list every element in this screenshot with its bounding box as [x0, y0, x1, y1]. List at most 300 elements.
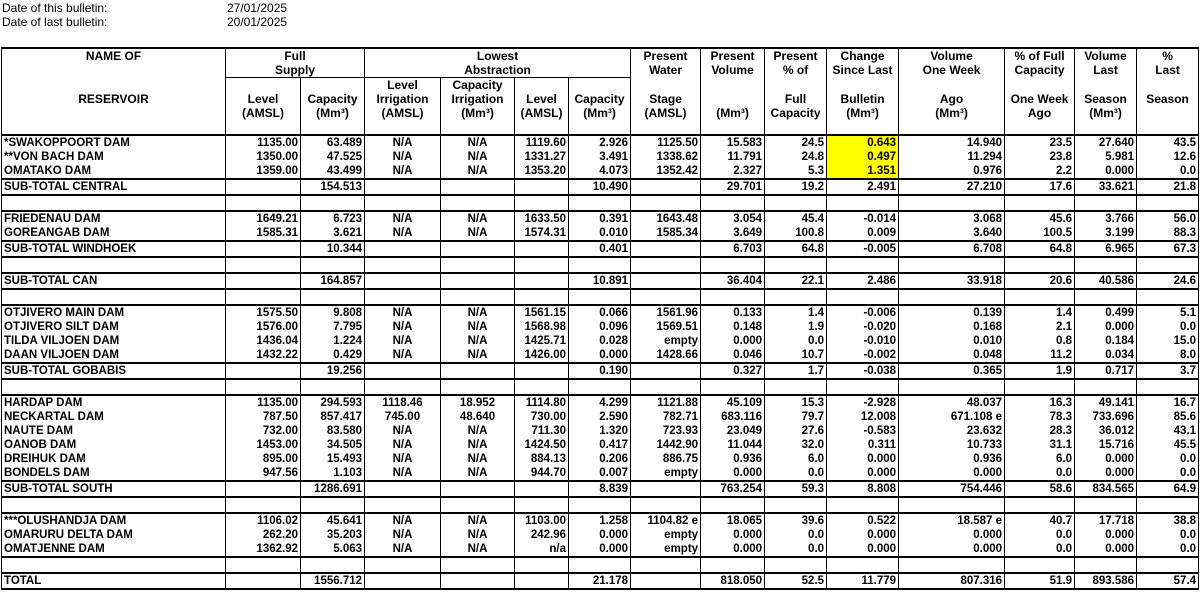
table-cell: 6.0 — [1005, 452, 1075, 466]
table-cell: 23.632 — [899, 424, 1005, 438]
table-cell: 100.8 — [765, 226, 827, 241]
reservoir-name: *SWAKOPPOORT DAM — [2, 135, 226, 150]
reservoir-name: FRIEDENAU DAM — [2, 211, 226, 226]
hdr-one-week: One Week — [899, 63, 1005, 78]
table-cell: 15.583 — [701, 135, 765, 150]
table-cell: 0.066 — [569, 305, 631, 320]
reservoir-name: ***OLUSHANDJA DAM — [2, 513, 226, 528]
table-cell — [631, 179, 701, 195]
table-cell: 884.13 — [515, 452, 569, 466]
table-cell: 723.93 — [631, 424, 701, 438]
table-cell: 27.210 — [899, 179, 1005, 195]
table-cell: 0.000 — [899, 528, 1005, 542]
table-cell: 1649.21 — [226, 211, 301, 226]
table-cell: 1436.04 — [226, 334, 301, 348]
table-cell: 1106.02 — [226, 513, 301, 528]
table-cell: 1561.15 — [515, 305, 569, 320]
hdr-volume-2: Volume — [1075, 48, 1137, 63]
date-this-bulletin — [2, 1, 287, 15]
hdr-present-2: Present — [701, 48, 765, 63]
table-cell: 0.000 — [899, 466, 1005, 481]
total-row — [2, 573, 1199, 589]
table-cell: 0.401 — [569, 241, 631, 257]
table-cell: -0.005 — [827, 241, 899, 257]
table-cell — [365, 273, 441, 289]
table-cell: 56.0 — [1137, 211, 1199, 226]
table-cell: 1338.62 — [631, 150, 701, 164]
hdr-present-3: Present — [765, 48, 827, 63]
table-cell: 49.141 — [1075, 395, 1137, 410]
table-cell: 0.000 — [1075, 164, 1137, 179]
hdr-mm3-2: (Mm³) — [441, 106, 515, 120]
table-cell: N/A — [441, 305, 515, 320]
subtotal-row — [2, 179, 1199, 195]
table-cell: 1426.00 — [515, 348, 569, 363]
table-cell: N/A — [365, 466, 441, 481]
table-cell — [226, 241, 301, 257]
hdr-last: Last — [1075, 63, 1137, 78]
table-cell — [441, 273, 515, 289]
hdr-level-full: Level — [226, 92, 301, 106]
table-cell: 0.139 — [899, 305, 1005, 320]
table-cell: 47.525 — [301, 150, 365, 164]
table-cell: 36.404 — [701, 273, 765, 289]
table-cell: N/A — [441, 135, 515, 150]
hdr-mm3-4: (Mm³) — [701, 106, 765, 120]
table-cell — [631, 573, 701, 589]
table-cell: 1352.42 — [631, 164, 701, 179]
hdr-amsl-2: (AMSL) — [365, 106, 441, 120]
hdr-season-pct: Season — [1137, 92, 1199, 106]
table-cell: 1556.712 — [301, 573, 365, 589]
table-cell: 2.926 — [569, 135, 631, 150]
table-cell: 0.133 — [701, 305, 765, 320]
table-cell: 0.976 — [899, 164, 1005, 179]
table-row — [2, 438, 1199, 452]
table-cell: 745.00 — [365, 410, 441, 424]
header-row-1 — [2, 48, 1199, 63]
table-cell: 4.299 — [569, 395, 631, 410]
table-cell: 20.6 — [1005, 273, 1075, 289]
table-cell — [226, 273, 301, 289]
table-cell: 0.000 — [899, 542, 1005, 557]
table-cell: 16.3 — [1005, 395, 1075, 410]
reservoir-name: OTJIVERO MAIN DAM — [2, 305, 226, 320]
table-cell — [515, 241, 569, 257]
table-cell: 64.9 — [1137, 481, 1199, 497]
table-cell: 33.621 — [1075, 179, 1137, 195]
table-row — [2, 466, 1199, 481]
table-cell: 32.0 — [765, 438, 827, 452]
table-cell: 0.0 — [765, 334, 827, 348]
table-cell: 0.311 — [827, 438, 899, 452]
table-cell: N/A — [441, 528, 515, 542]
table-cell: 21.8 — [1137, 179, 1199, 195]
table-cell: N/A — [365, 135, 441, 150]
date-this-value: 27/01/2025 — [227, 1, 288, 15]
table-cell: -0.583 — [827, 424, 899, 438]
table-cell: 0.028 — [569, 334, 631, 348]
table-cell: 947.56 — [226, 466, 301, 481]
date-last-label: Date of last bulletin: — [2, 15, 108, 29]
spacer-row — [2, 120, 1199, 135]
table-cell: 0.007 — [569, 466, 631, 481]
table-cell: 0.168 — [899, 320, 1005, 334]
table-cell: 3.766 — [1075, 211, 1137, 226]
table-cell: 10.891 — [569, 273, 631, 289]
table-cell: 0.000 — [701, 542, 765, 557]
table-cell — [441, 573, 515, 589]
table-cell: 2.2 — [1005, 164, 1075, 179]
table-cell — [515, 481, 569, 497]
table-cell: 59.3 — [765, 481, 827, 497]
table-cell: 0.000 — [1075, 320, 1137, 334]
table-cell: 895.00 — [226, 452, 301, 466]
table-cell — [631, 241, 701, 257]
table-cell: 818.050 — [701, 573, 765, 589]
table-cell: -0.010 — [827, 334, 899, 348]
table-cell: 0.010 — [569, 226, 631, 241]
table-cell: 8.808 — [827, 481, 899, 497]
table-cell: 733.696 — [1075, 410, 1137, 424]
table-cell: N/A — [441, 226, 515, 241]
table-cell: 0.0 — [1005, 542, 1075, 557]
table-cell: 85.6 — [1137, 410, 1199, 424]
header-row-5 — [2, 106, 1199, 120]
table-cell: 18.952 — [441, 395, 515, 410]
table-cell: 0.643 — [827, 135, 899, 150]
hdr-pct-of-full: % of Full — [1005, 48, 1075, 63]
subtotal-row — [2, 363, 1199, 379]
table-cell: 79.7 — [765, 410, 827, 424]
table-cell: 0.365 — [899, 363, 1005, 379]
table-cell: 11.2 — [1005, 348, 1075, 363]
table-cell: N/A — [365, 164, 441, 179]
reservoir-name: HARDAP DAM — [2, 395, 226, 410]
table-cell — [515, 363, 569, 379]
table-cell — [515, 573, 569, 589]
table-cell: 43.5 — [1137, 135, 1199, 150]
table-cell: 1574.31 — [515, 226, 569, 241]
table-row — [2, 334, 1199, 348]
table-row — [2, 542, 1199, 557]
table-cell: 0.429 — [301, 348, 365, 363]
table-row — [2, 226, 1199, 241]
table-cell: -0.014 — [827, 211, 899, 226]
table-cell: 10.344 — [301, 241, 365, 257]
table-cell: 5.1 — [1137, 305, 1199, 320]
hdr-since-last: Since Last — [827, 63, 899, 78]
table-cell: N/A — [441, 164, 515, 179]
table-cell: 3.621 — [301, 226, 365, 241]
table-cell: 0.000 — [827, 466, 899, 481]
table-cell: 1114.80 — [515, 395, 569, 410]
hdr-irrigation-2: Irrigation — [441, 92, 515, 106]
table-cell: 1424.50 — [515, 438, 569, 452]
table-cell: 33.918 — [899, 273, 1005, 289]
hdr-full2: Full — [765, 92, 827, 106]
table-cell: 51.9 — [1005, 573, 1075, 589]
table-cell: 2.1 — [1005, 320, 1075, 334]
table-cell: N/A — [365, 513, 441, 528]
table-cell: 0.010 — [899, 334, 1005, 348]
table-cell: 3.199 — [1075, 226, 1137, 241]
table-cell: 0.0 — [765, 528, 827, 542]
table-cell: 3.640 — [899, 226, 1005, 241]
table-row — [2, 424, 1199, 438]
table-cell: 1442.90 — [631, 438, 701, 452]
reservoir-name: OMATAKO DAM — [2, 164, 226, 179]
reservoir-name: BONDELS DAM — [2, 466, 226, 481]
table-cell — [441, 363, 515, 379]
table-cell: 1633.50 — [515, 211, 569, 226]
table-cell: 39.6 — [765, 513, 827, 528]
hdr-mm3-5: (Mm³) — [827, 106, 899, 120]
table-cell: empty — [631, 334, 701, 348]
table-cell: 64.8 — [765, 241, 827, 257]
table-cell: 0.499 — [1075, 305, 1137, 320]
hdr-amsl-3: (AMSL) — [515, 106, 569, 120]
table-cell: 730.00 — [515, 410, 569, 424]
table-cell: 1585.34 — [631, 226, 701, 241]
table-cell: 1135.00 — [226, 395, 301, 410]
table-cell: 19.256 — [301, 363, 365, 379]
table-cell: 10.7 — [765, 348, 827, 363]
table-cell: 23.5 — [1005, 135, 1075, 150]
table-cell: 6.0 — [765, 452, 827, 466]
spacer-row — [2, 289, 1199, 305]
header-row-2 — [2, 63, 1199, 78]
table-cell: 12.008 — [827, 410, 899, 424]
reservoir-name: DREIHUK DAM — [2, 452, 226, 466]
hdr-mm3-3: (Mm³) — [569, 106, 631, 120]
table-cell — [226, 481, 301, 497]
table-row — [2, 150, 1199, 164]
reservoir-name: DAAN VILJOEN DAM — [2, 348, 226, 363]
reservoir-table — [1, 47, 1199, 590]
table-cell: 154.513 — [301, 179, 365, 195]
table-cell: 0.000 — [701, 334, 765, 348]
date-this-label: Date of this bulletin: — [2, 1, 108, 15]
table-cell: 1359.00 — [226, 164, 301, 179]
table-cell: 1.258 — [569, 513, 631, 528]
table-cell: 45.4 — [765, 211, 827, 226]
table-cell: 88.3 — [1137, 226, 1199, 241]
hdr-volume-1: Volume — [899, 48, 1005, 63]
table-cell: 2.486 — [827, 273, 899, 289]
table-cell: 787.50 — [226, 410, 301, 424]
table-cell: 0.936 — [899, 452, 1005, 466]
hdr-last-pct: Last — [1137, 63, 1199, 78]
table-cell: N/A — [365, 226, 441, 241]
table-cell: 683.116 — [701, 410, 765, 424]
reservoir-name: **VON BACH DAM — [2, 150, 226, 164]
table-cell — [441, 241, 515, 257]
table-cell: 1286.691 — [301, 481, 365, 497]
table-cell: 45.6 — [1005, 211, 1075, 226]
table-cell: N/A — [441, 513, 515, 528]
table-cell: N/A — [441, 466, 515, 481]
table-cell: 807.316 — [899, 573, 1005, 589]
reservoir-name: TILDA VILJOEN DAM — [2, 334, 226, 348]
table-cell: 1.320 — [569, 424, 631, 438]
table-cell: N/A — [365, 452, 441, 466]
table-cell: 0.0 — [765, 466, 827, 481]
table-cell: 0.417 — [569, 438, 631, 452]
hdr-irrigation-1: Irrigation — [365, 92, 441, 106]
hdr-level-irr: Level — [365, 78, 441, 93]
table-cell: 2.590 — [569, 410, 631, 424]
table-cell: 11.044 — [701, 438, 765, 452]
hdr-change: Change — [827, 48, 899, 63]
table-cell: 48.037 — [899, 395, 1005, 410]
table-cell: N/A — [441, 150, 515, 164]
table-cell — [226, 363, 301, 379]
hdr-reservoir: RESERVOIR — [2, 92, 226, 106]
table-cell: 711.30 — [515, 424, 569, 438]
table-cell: 294.593 — [301, 395, 365, 410]
hdr-capacity-full: Capacity — [301, 92, 365, 106]
table-cell: 893.586 — [1075, 573, 1137, 589]
reservoir-name: GOREANGAB DAM — [2, 226, 226, 241]
table-cell: 24.6 — [1137, 273, 1199, 289]
hdr-level-low: Level — [515, 92, 569, 106]
table-cell: 0.048 — [899, 348, 1005, 363]
hdr-capacity-irr: Capacity — [441, 78, 515, 93]
table-cell: empty — [631, 466, 701, 481]
table-cell — [365, 241, 441, 257]
table-cell: 1331.27 — [515, 150, 569, 164]
table-cell: N/A — [441, 320, 515, 334]
table-cell: 14.940 — [899, 135, 1005, 150]
table-cell: 3.649 — [701, 226, 765, 241]
table-cell: 45.5 — [1137, 438, 1199, 452]
hdr-stage: Stage — [631, 92, 701, 106]
table-cell: 1353.20 — [515, 164, 569, 179]
table-cell: 29.701 — [701, 179, 765, 195]
table-row — [2, 348, 1199, 363]
table-cell: 57.4 — [1137, 573, 1199, 589]
table-row — [2, 135, 1199, 150]
table-cell: N/A — [441, 424, 515, 438]
table-cell: 1104.82 e — [631, 513, 701, 528]
hdr-water: Water — [631, 63, 701, 78]
table-cell: N/A — [365, 348, 441, 363]
hdr-mm3-7: (Mm³) — [1075, 106, 1137, 120]
hdr-present-1: Present — [631, 48, 701, 63]
table-cell: 671.108 e — [899, 410, 1005, 424]
hdr-season-vol: Season — [1075, 92, 1137, 106]
table-cell — [631, 481, 701, 497]
table-cell: 52.5 — [765, 573, 827, 589]
table-cell: 886.75 — [631, 452, 701, 466]
table-cell: 64.8 — [1005, 241, 1075, 257]
table-cell: 11.294 — [899, 150, 1005, 164]
table-cell: 3.7 — [1137, 363, 1199, 379]
table-cell: 45.641 — [301, 513, 365, 528]
table-cell — [365, 363, 441, 379]
table-cell: N/A — [365, 542, 441, 557]
table-cell: 18.065 — [701, 513, 765, 528]
table-cell: N/A — [441, 542, 515, 557]
table-cell: 36.012 — [1075, 424, 1137, 438]
table-cell: 1576.00 — [226, 320, 301, 334]
table-cell: 1.7 — [765, 363, 827, 379]
hdr-mm3-1: (Mm³) — [301, 106, 365, 120]
table-cell: 1103.00 — [515, 513, 569, 528]
table-cell: 10.490 — [569, 179, 631, 195]
hdr-ago: Ago — [899, 92, 1005, 106]
hdr-bulletin: Bulletin — [827, 92, 899, 106]
table-cell: 15.493 — [301, 452, 365, 466]
table-cell: N/A — [365, 438, 441, 452]
hdr-capacity-pct: Capacity — [1005, 63, 1075, 78]
table-cell — [365, 481, 441, 497]
table-cell: 24.8 — [765, 150, 827, 164]
table-cell: empty — [631, 542, 701, 557]
table-cell: 834.565 — [1075, 481, 1137, 497]
table-cell: 1.103 — [301, 466, 365, 481]
table-cell: 0.497 — [827, 150, 899, 164]
hdr-capacity-low: Capacity — [569, 92, 631, 106]
table-cell: 35.203 — [301, 528, 365, 542]
table-cell: 1643.48 — [631, 211, 701, 226]
table-cell: 1.351 — [827, 164, 899, 179]
table-cell: 0.000 — [569, 348, 631, 363]
table-cell: 45.109 — [701, 395, 765, 410]
table-cell: 58.6 — [1005, 481, 1075, 497]
table-row — [2, 395, 1199, 410]
table-cell — [226, 573, 301, 589]
table-cell: 0.000 — [827, 452, 899, 466]
table-cell: 0.096 — [569, 320, 631, 334]
table-cell: 100.5 — [1005, 226, 1075, 241]
table-cell: 19.2 — [765, 179, 827, 195]
table-cell: 0.0 — [1137, 320, 1199, 334]
reservoir-name: SUB-TOTAL GOBABIS — [2, 363, 226, 379]
table-cell: N/A — [441, 438, 515, 452]
table-cell: 0.0 — [1137, 164, 1199, 179]
hdr-ago-2: Ago — [1005, 106, 1075, 120]
table-cell: N/A — [365, 424, 441, 438]
table-cell: 67.3 — [1137, 241, 1199, 257]
table-cell: 0.046 — [701, 348, 765, 363]
reservoir-name: TOTAL — [2, 573, 226, 589]
table-cell: 0.000 — [569, 542, 631, 557]
table-cell: 0.000 — [827, 542, 899, 557]
table-cell — [631, 273, 701, 289]
table-cell: 0.148 — [701, 320, 765, 334]
table-row — [2, 320, 1199, 334]
reservoir-name: OMARURU DELTA DAM — [2, 528, 226, 542]
table-cell: 43.499 — [301, 164, 365, 179]
table-cell: 5.981 — [1075, 150, 1137, 164]
table-cell: 17.6 — [1005, 179, 1075, 195]
table-cell: 16.7 — [1137, 395, 1199, 410]
table-cell: 0.034 — [1075, 348, 1137, 363]
header-row-4 — [2, 92, 1199, 106]
table-cell: empty — [631, 528, 701, 542]
table-cell — [441, 481, 515, 497]
table-cell: 15.716 — [1075, 438, 1137, 452]
table-cell: N/A — [441, 452, 515, 466]
table-cell: 17.718 — [1075, 513, 1137, 528]
table-cell: N/A — [365, 305, 441, 320]
date-last-bulletin — [2, 15, 287, 29]
table-cell: 43.1 — [1137, 424, 1199, 438]
table-cell: 23.049 — [701, 424, 765, 438]
table-cell: 2.327 — [701, 164, 765, 179]
